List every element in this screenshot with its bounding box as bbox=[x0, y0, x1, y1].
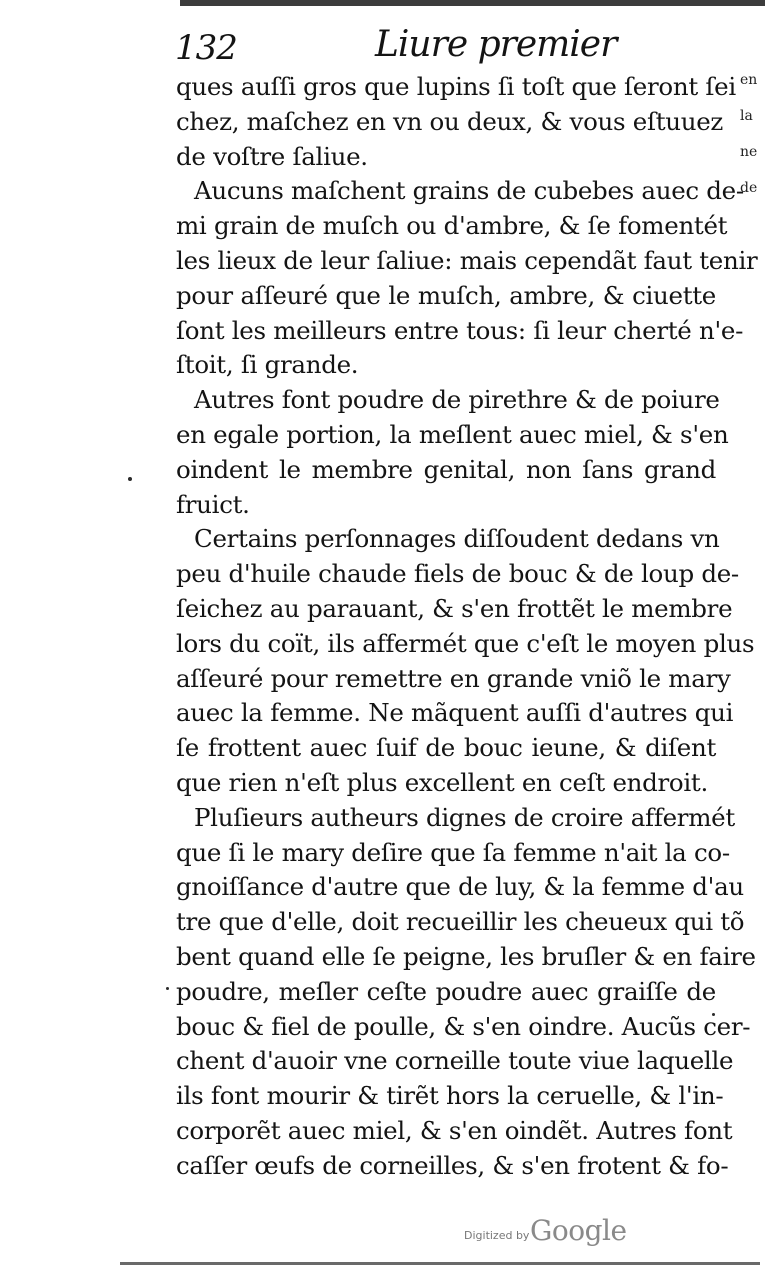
page-header bbox=[175, 22, 617, 72]
text-line: Pluſieurs autheurs dignes de croire affermét bbox=[194, 802, 735, 832]
scan-speck bbox=[166, 987, 169, 990]
running-title: Liure premier bbox=[375, 24, 617, 65]
text-line: tre que d'elle, doit recueillir les cheueux qui tõ bbox=[176, 907, 745, 937]
text-line: aſſeuré pour remettre en grande vniõ le mary bbox=[176, 663, 731, 693]
text-line: lors du coït, ils affermét que c'eſt le moyen plus bbox=[176, 628, 755, 658]
text-line: ſont les meilleurs entre tous: ſi leur cherté n'e- bbox=[176, 315, 744, 345]
scan-speck bbox=[128, 477, 132, 481]
text-line: ſtoit, ſi grande. bbox=[176, 350, 359, 380]
text-line: en egale portion, la meſlent auec miel, & s'en bbox=[176, 419, 729, 449]
text-line: que rien n'eſt plus excellent en ceſt endroit. bbox=[176, 767, 708, 797]
text-line: mi grain de muſch ou d'ambre, & ſe fomentét bbox=[176, 211, 728, 241]
text-line: peu d'huile chaude fiels de bouc & de loup de- bbox=[176, 559, 739, 589]
text-line: Certains perſonnages diſſoudent dedans vn bbox=[194, 524, 720, 554]
text-line: gnoiſſance d'autre que de luy, & la femme d'au bbox=[176, 872, 744, 902]
facing-page-bleed: en la ne de bbox=[740, 72, 758, 196]
digitized-by-label: Digitized by bbox=[464, 1229, 530, 1242]
text-line: chent d'auoir vne corneille toute viue laquelle bbox=[176, 1046, 734, 1076]
text-line: ſeichez au parauant, & s'en frottẽt le membre bbox=[176, 593, 733, 623]
text-line: chez, maſchez en vn ou deux, & vous eſtuuez bbox=[176, 106, 724, 136]
text-line: les lieux de leur ſaliue: mais cependãt faut tenir bbox=[176, 245, 758, 275]
text-line: fruict. bbox=[176, 489, 250, 519]
text-line: ils font mourir & tirẽt hors la ceruelle, & l'in- bbox=[176, 1081, 724, 1111]
text-line: ſe frottent auec ſuif de bouc ieune, & diſent bbox=[176, 733, 716, 763]
text-line: corporẽt auec miel, & s'en oindẽt. Autres font bbox=[176, 1115, 733, 1145]
page-number: 132 bbox=[175, 28, 237, 68]
text-line: que ſi le mary deſire que ſa femme n'ait la co- bbox=[176, 837, 730, 867]
page-top-edge-shadow bbox=[180, 0, 765, 6]
text-line: auec la femme. Ne mãquent auſſi d'autres qui bbox=[176, 698, 734, 728]
text-line: pour aſſeuré que le muſch, ambre, & ciuette bbox=[176, 280, 716, 310]
text-line: caſſer œufs de corneilles, & s'en frotent & fo- bbox=[176, 1150, 729, 1180]
text-line: bouc & fiel de poulle, & s'en oindre. Aucũs cer- bbox=[176, 1011, 751, 1041]
text-line: de voſtre ſaliue. bbox=[176, 141, 368, 171]
text-line: ques auſſi gros que lupins ſi toſt que ſeront ſei bbox=[176, 72, 736, 101]
text-line: oindent le membre genital, non ſans grand bbox=[176, 454, 716, 484]
text-line: Autres font poudre de pirethre & de poiure bbox=[194, 385, 720, 415]
text-line: bent quand elle ſe peigne, les bruſler & en faire bbox=[176, 941, 756, 971]
text-line: Aucuns maſchent grains de cubebes auec de- bbox=[194, 176, 744, 206]
page-bottom-edge-shadow bbox=[120, 1262, 760, 1265]
google-logo: Google bbox=[530, 1214, 627, 1247]
text-line: poudre, meſler ceſte poudre auec graiſſe de bbox=[176, 976, 716, 1006]
